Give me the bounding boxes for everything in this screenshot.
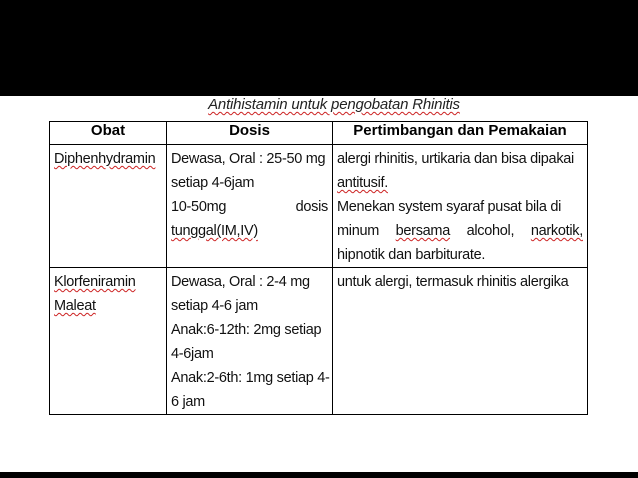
- note-line: antitusif.: [337, 175, 388, 191]
- cell-obat: [50, 145, 167, 268]
- top-dark-band: [0, 0, 638, 100]
- cell-obat: [50, 268, 167, 415]
- table-row: [50, 145, 588, 268]
- cell-dosis: [167, 145, 333, 268]
- dose-line: Dewasa, Oral : 25-50 mg: [171, 151, 326, 167]
- dose-line: 6 jam: [171, 394, 205, 410]
- drug-name: Diphenhydramin: [54, 151, 156, 167]
- slide-title: Antihistamin untuk pengobatan Rhinitis: [208, 96, 460, 113]
- antihistamine-table: [49, 121, 588, 415]
- header-dosis: Dosis: [167, 122, 333, 145]
- drug-name: Maleat: [54, 298, 96, 314]
- note-line: alergi rhinitis, urtikaria dan bisa dipakai: [337, 151, 574, 167]
- table-row: [50, 268, 588, 415]
- note-line: untuk alergi, termasuk rhinitis alergika: [337, 274, 569, 290]
- table-header-row: [50, 122, 588, 145]
- dose-line: Anak:6-12th: 2mg setiap: [171, 322, 322, 338]
- cell-pertimbangan: [333, 145, 588, 268]
- cell-dosis: [167, 268, 333, 415]
- bottom-dark-band: [0, 472, 638, 478]
- dose-line: tunggal(IM,IV): [171, 223, 258, 239]
- dose-line: 4-6jam: [171, 346, 214, 362]
- note-line: hipnotik dan barbiturate.: [337, 247, 486, 263]
- dose-line: Dewasa, Oral : 2-4 mg: [171, 274, 310, 290]
- dose-line: setiap 4-6jam: [171, 175, 255, 191]
- header-obat: Obat: [50, 122, 167, 145]
- dose-line: setiap 4-6 jam: [171, 298, 258, 314]
- drug-name: Klorfeniramin: [54, 274, 136, 290]
- note-line: minum bersama alcohol, narkotik,: [337, 223, 583, 239]
- dose-line: 10-50mg dosis: [171, 199, 328, 215]
- dose-line: Anak:2-6th: 1mg setiap 4-: [171, 370, 330, 386]
- cell-pertimbangan: [333, 268, 588, 415]
- header-pertimbangan: Pertimbangan dan Pemakaian: [333, 122, 588, 145]
- note-line: Menekan system syaraf pusat bila di: [337, 199, 562, 215]
